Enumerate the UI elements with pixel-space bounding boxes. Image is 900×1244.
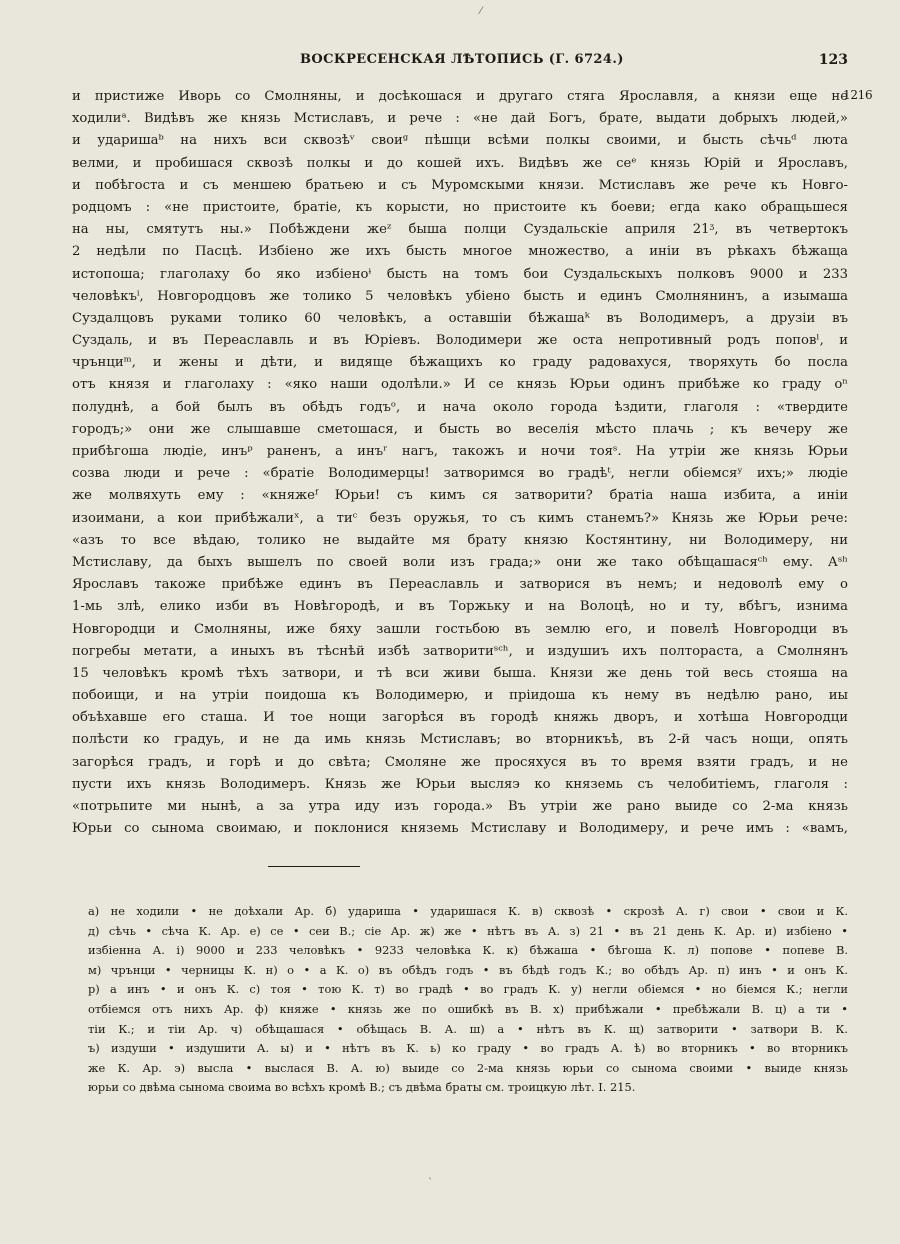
footnote-line: р) а инъ • и онъ К. с) тоя • тою К. т) во градѣ • во градъ К. у) негли обіемся • но біемся К.; негли: [88, 982, 848, 997]
text-line: отъ князя и глаголаху : «яко наши одолѣли.» И се князь Юрьи одинъ прибѣже ко граду оⁿ: [72, 377, 848, 393]
text-line: Ярославъ такоже прибѣже единъ въ Переаславль и затворися въ немъ; и недоволѣ ему о: [72, 577, 848, 593]
text-line: и пристиже Иворь со Смолняны, и досѣкошася и другаго стяга Ярославля, а князи еще не: [72, 89, 848, 104]
footnote-line: избіенна А. і) 9000 и 233 человѣкъ • 9233 человѣка К. к) бѣжаша • бѣгоша К. л) попове • попеве В.: [88, 943, 848, 958]
running-header: [300, 52, 848, 74]
text-line: Суздаль, и въ Переаславль и въ Юріевъ. Володимери же оста непротивный родъ поповˡ, и: [72, 333, 848, 349]
text-line: объѣхавше его сташа. И тое нощи загорѣся въ городѣ княжь дворъ, и хотѣша Новгородци: [72, 710, 848, 726]
text-line: 1-мь злѣ, елико изби въ Новѣгородѣ, и въ Торжьку и на Волоцѣ, но и ту, вбѣгъ, изнима: [72, 599, 848, 615]
text-line: велми, и пробишася сквозѣ полкы и до кошей ихъ. Видѣвъ же сеᵉ князь Юрій и Ярославъ,: [72, 155, 848, 171]
text-line: пусти ихъ князь Володимеръ. Князь же Юрьи высляэ ко княземь съ челобитіемъ, глаголя :: [72, 776, 848, 792]
page-number: 123: [818, 52, 848, 68]
footnotes: [88, 902, 848, 1098]
text-line: родцомъ : «не пристоите, братіе, къ корысти, но пристоите къ боеви; егда како обращьшеся: [72, 199, 848, 215]
text-line: изоимани, а кои прибѣжалиˣ, а тиᶜ безъ оружья, то съ кимъ станемъ?» Князь же Юрьи рече:: [72, 510, 848, 526]
text-line: и ударишаᵇ на нихъ вси сквозѣᵛ своиᵍ пѣшци всѣми полкы своими, и бысть сѣчьᵈ люта: [72, 133, 848, 149]
running-title: ВОСКРЕСЕНСКАЯ ЛѢТОПИСЬ (Г. 6724.): [300, 52, 624, 67]
margin-year: 1216: [843, 88, 873, 102]
text-line: «азъ то все вѣдаю, толико не выдайте мя брату князю Костянтину, ни Володимеру, ни: [72, 532, 848, 548]
text-line: побоищи, и на утріи поидоша къ Володимерю, и пріидоша къ нему въ недѣлю рано, иы: [72, 688, 848, 704]
text-line: Юрьи со сынома своимаю, и поклонися княземь Мстиславу и Володимеру, и рече имъ : «вамъ,: [72, 821, 848, 837]
text-line: 2 недѣли по Пасцѣ. Избіено же ихъ бысть многое множество, а иніи въ рѣкахъ бѣжаща: [72, 244, 848, 260]
text-line: Новгородци и Смолняны, иже бяху зашли гостьбою въ землю его, и повелѣ Новгородци въ: [72, 621, 848, 637]
text-line: прибѣгоша людіе, инъᵖ раненъ, а инъʳ нагъ, такожъ и ночи тояˢ. На утріи же князь Юрьи: [72, 444, 848, 459]
text-line: человѣкъⁱ, Новгородцовъ же толико 5 человѣкъ убіено бысть и единъ Смолнянинъ, а изымаша: [72, 288, 848, 304]
text-line: созва люди и рече : «братіе Володимерцы! затворимся во градѣᵗ, негли обіемсяʸ ихъ;» людіе: [72, 466, 848, 482]
footnote-line: отбіемся отъ нихъ Ар. ф) княже • князь же по ошибкѣ въ В. х) прибѣжали • пребѣжали В. ц) а ти •: [88, 1001, 848, 1016]
footnote-line: а) не ходили • не доѣхали Ар. б) удариша • ударишася К. в) сквозѣ • скрозѣ А. г) свои • свои и К.: [88, 904, 848, 918]
text-line: городъ;» они же слышавше сметошася, и бысть во веселія мѣсто плачь ; къ вечеру же: [72, 421, 848, 437]
text-line: загорѣся градъ, и горѣ и до свѣта; Смоляне же просяхуся въ то время взяти градъ, и не: [72, 754, 848, 770]
footnote-line: юрьи со двѣма сынома своима во всѣхъ кромѣ В.; съ двѣма браты см. троицкую лѣт. I. 215.: [88, 1080, 636, 1095]
footnote-line: же К. Ар. э) высла • выслася В. А. ю) выиде со 2-ма князь юрьи со сынома своими • выиде князь: [88, 1060, 848, 1075]
footnote-line: ъ) издуши • издушити А. ы) и • нѣтъ въ К. ь) ко граду • во градъ А. ѣ) во вторникъ • во вторникъ: [88, 1041, 848, 1056]
scan-mark: ⁄: [480, 6, 482, 17]
footnote-rule: [268, 866, 360, 867]
main-text: [72, 86, 848, 840]
text-line: и побѣгоста и съ меншею братьею и съ Муромскыми князи. Мстиславъ же рече къ Новго-: [72, 177, 848, 193]
footnote-line: м) чрънци • черницы К. н) о • а К. о) въ обѣдъ годъ • въ бѣдѣ годъ К.; во обѣдъ Ар. п) инъ • и онъ К.: [88, 962, 848, 977]
text-line: 15 человѣкъ кромѣ тѣхъ затвори, и тѣ вси живи быша. Князи же день той весь стояша на: [72, 665, 848, 681]
footnote-line: д) сѣчь • сѣча К. Ар. е) се • сеи В.; сіе Ар. ж) же • нѣтъ въ А. з) 21 • въ 21 день К. Ар. и) избіено •: [88, 923, 848, 938]
text-line: полуднѣ, а бой былъ въ обѣдъ годъᵒ, и нача около города ѣздити, глаголя : «твердите: [72, 399, 848, 415]
text-line: ходилиᵃ. Видѣвъ же князь Мстиславъ, и рече : «не дай Богъ, брате, выдати добрыхъ людей,»: [72, 111, 848, 127]
text-line: чрънциᵐ, и жены и дѣти, и видяще бѣжащихъ ко граду радовахуся, творяхуть бо посла: [72, 355, 848, 371]
text-line: истопоша; глаголаху бо яко избіеноᶤ бысть на томъ бои Суздальскыхъ полковъ 9000 и 233: [72, 266, 848, 282]
footnote-line: тіи К.; и тіи Ар. ч) обѣщашася • обѣщась В. А. ш) а • нѣтъ въ К. щ) затворити • затвори В. К.: [88, 1021, 848, 1036]
text-line: Мстиславу, да быхъ вышелъ по своей воли изъ града;» они же тако обѣщашасяᶜʰ ему. Аˢʰ: [72, 554, 848, 570]
text-line: погребы метати, а иныхъ въ тѣснѣй избѣ затворитиˢᶜʰ, и издушиъ ихъ полтораста, а Смолнянъ: [72, 643, 848, 659]
text-line: «потрьпите ми нынѣ, а за утра иду изъ города.» Въ утріи же рано выиде со 2-ма князь: [72, 799, 848, 814]
scan-mark: ˋ: [428, 1178, 433, 1189]
text-line: полѣсти ко градуь, и не да имь князь Мстиславъ; во вторникъѣ, въ 2-й часъ нощи, опять: [72, 732, 848, 748]
text-line: на ны, смятутъ ны.» Побѣждени жеᶻ быша полци Суздальскіе априля 21ᶾ, въ четвертокъ: [72, 222, 848, 238]
text-line: Суздалцовъ руками толико 60 человѣкъ, а оставшіи бѣжашаᵏ въ Володимеръ, а друзіи въ: [72, 310, 848, 326]
text-line: же молвяхуть ему : «княжеᶠ Юрьи! съ кимъ ся затворити? братіа наша избита, а иніи: [72, 488, 848, 504]
